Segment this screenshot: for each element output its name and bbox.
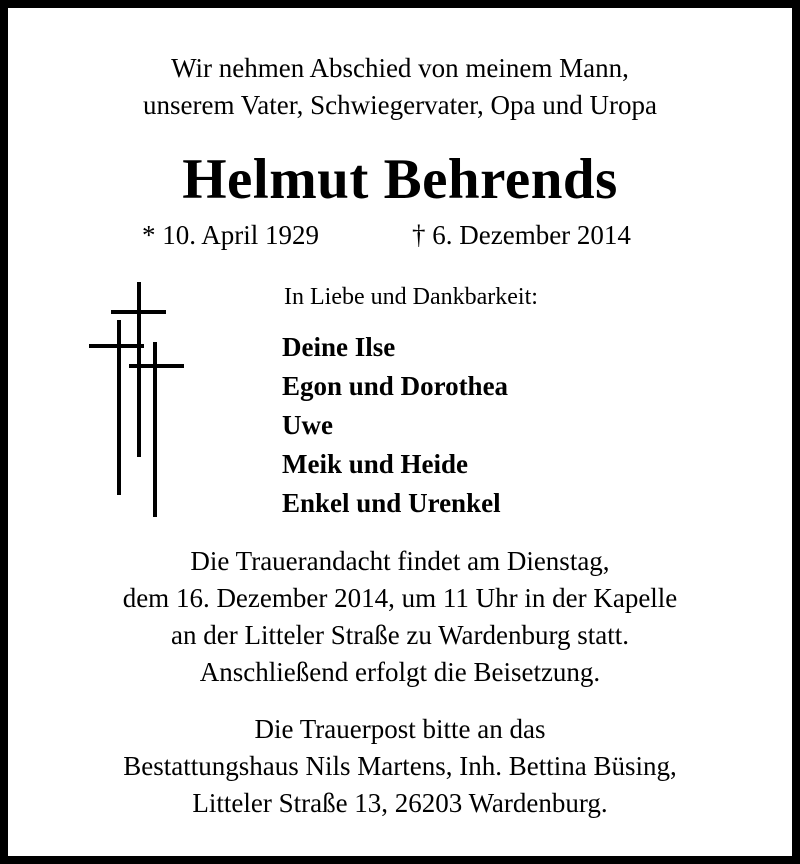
birth-date: * 10. April 1929 (142, 220, 320, 250)
mourner-name: Enkel und Urenkel (282, 488, 501, 518)
mourner-name: Egon und Dorothea (282, 371, 509, 401)
three-crosses-icon (86, 282, 186, 517)
condolence-line-3: Litteler Straße 13, 26203 Wardenburg. (192, 788, 608, 818)
mourner-name: Deine Ilse (282, 332, 396, 362)
death-date: † 6. Dezember 2014 (412, 220, 631, 250)
condolence-line-1: Die Trauerpost bitte an das (254, 714, 546, 744)
header-line-1: Wir nehmen Abschied von meinem Mann, (171, 53, 629, 83)
service-line-4: Anschließend erfolgt die Beisetzung. (199, 657, 601, 687)
service-line-1: Die Trauerandacht findet am Dienstag, (190, 546, 610, 576)
service-line-2: dem 16. Dezember 2014, um 11 Uhr in der Kapelle (122, 583, 678, 613)
obituary-notice (8, 8, 792, 856)
service-line-3: an der Litteler Straße zu Wardenburg statt. (171, 620, 629, 650)
mourner-name: Meik und Heide (282, 449, 469, 479)
mourners-list (282, 328, 508, 523)
condolence-line-2: Bestattungshaus Nils Martens, Inh. Bettina Büsing, (123, 751, 677, 781)
header-line-2: unserem Vater, Schwiegervater, Opa und Uropa (143, 90, 657, 120)
mourners-intro: In Liebe und Dankbarkeit: (284, 284, 538, 310)
deceased-name: Helmut Behrends (182, 148, 618, 211)
mourner-name: Uwe (282, 410, 333, 440)
